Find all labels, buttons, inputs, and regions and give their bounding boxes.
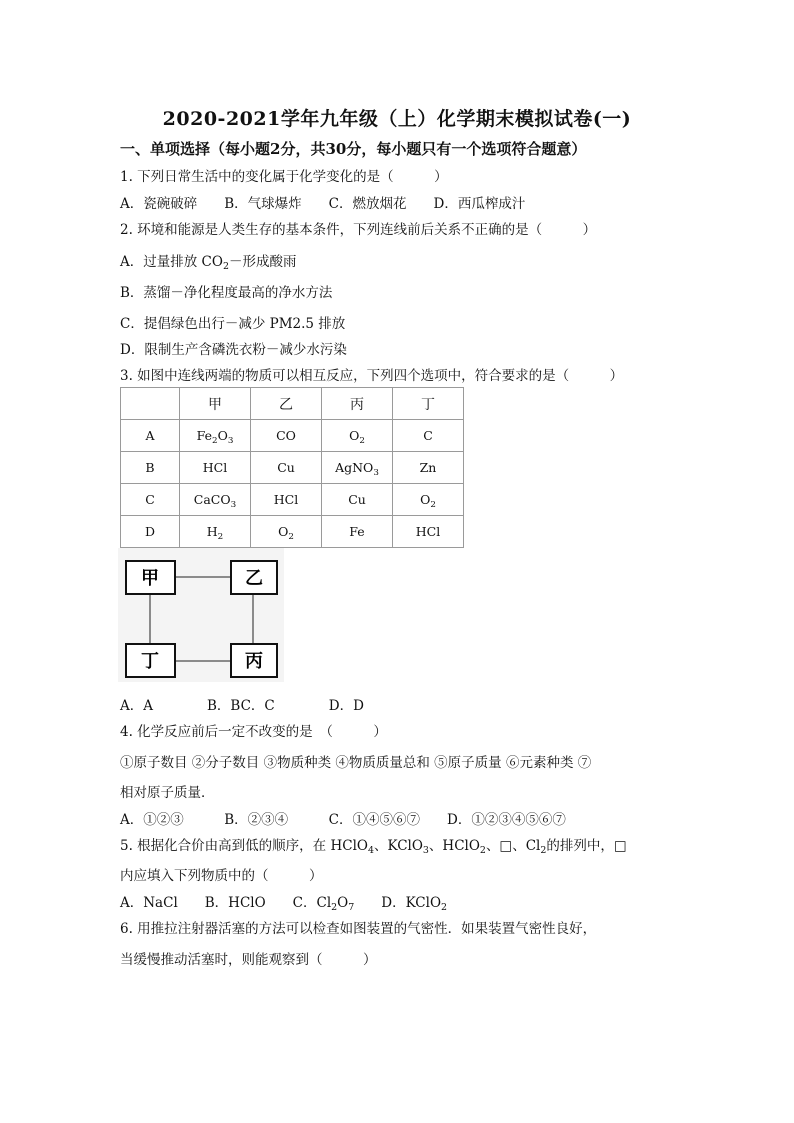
q1-options: A．瓷碗破碎 B．气球爆炸 C．燃放烟花 D．西瓜榨成汁 [120,196,526,212]
q1-stem: 1. 下列日常生活中的变化属于化学变化的是（ ） [120,169,448,185]
table-row [121,452,464,484]
q3-reaction-diagram [118,548,284,682]
q2-option-a: A．过量排放 $CO_2-$形成酸雨 [120,254,297,272]
table-cell: A [121,420,180,452]
table-cell: HCl [180,452,251,484]
table-cell: CO [251,420,322,452]
table-cell: HCl [393,516,464,548]
table-header-cell: 乙 [251,388,322,420]
table-cell: CaCO$_3$ [180,484,251,516]
table-header-cell: 丙 [322,388,393,420]
q3-table [120,387,464,548]
table-cell: Fe [322,516,393,548]
table-cell: Cu [322,484,393,516]
table-cell: $H_2$ [180,516,251,548]
q4-options: A．①②③ B．②③④ C．①④⑤⑥⑦ D．①②③④⑤⑥⑦ [120,812,566,828]
section-heading: 一、单项选择（每小题2分，共30分，每小题只有一个选项符合题意） [120,140,587,158]
q5-stem: 5. 根据化合价由高到低的顺序，在 HClO$_4$、KClO$_3$、HClO$_2$、□、$Cl_2$的排列中，□ [120,838,627,856]
q2-option-b: B．蒸馏－净化程度最高的净水方法 [120,285,333,301]
table-header-cell: 甲 [180,388,251,420]
table-cell: C [121,484,180,516]
label-jia: 甲 [141,568,159,589]
q5-stem-line2: 内应填入下列物质中的（ ） [120,868,323,884]
q6-stem-line2: 当缓慢推动活塞时，则能观察到（ ） [120,952,377,968]
table-cell: D [121,516,180,548]
label-bing: 丙 [245,651,263,672]
table-cell: Cu [251,452,322,484]
q6-stem-line1: 6. 用推拉注射器活塞的方法可以检查如图装置的气密性．如果装置气密性良好， [120,921,597,937]
table-cell: C [393,420,464,452]
table-cell: B [121,452,180,484]
q4-items-line2: 相对原子质量． [120,785,215,801]
label-ding: 丁 [141,651,159,672]
q2-option-d: D．限制生产含磷洗衣粉－减少水污染 [120,342,347,358]
table-header-row [121,388,464,420]
q3-stem: 3. 如图中连线两端的物质可以相互反应，下列四个选项中，符合要求的是（ ） [120,368,624,384]
table-row [121,484,464,516]
q5-options: A．NaCl B．HClO C．$Cl_2O_7$ D．KClO$_2$ [120,895,448,913]
q4-stem: 4. 化学反应前后一定不改变的是 （ ） [120,724,387,740]
page-title: 2020-2021学年九年级（上）化学期末模拟试卷(一) [162,108,632,130]
table-cell: $Fe_2O_3$ [180,420,251,452]
table-row [121,420,464,452]
q2-stem: 2. 环境和能源是人类生存的基本条件，下列连线前后关系不正确的是（ ） [120,222,597,238]
table-cell: $O_2$ [393,484,464,516]
table-header-cell: 丁 [393,388,464,420]
label-yi: 乙 [245,568,263,589]
table-cell: AgNO$_3$ [322,452,393,484]
table-cell: $O_2$ [322,420,393,452]
q2-option-c: C．提倡绿色出行－减少 PM2.5 排放 [120,316,346,332]
q4-items-line1: ①原子数目 ②分子数目 ③物质种类 ④物质质量总和 ⑤原子质量 ⑥元素种类 ⑦ [120,755,592,771]
table-cell: HCl [251,484,322,516]
table-row [121,516,464,548]
table-cell: $O_2$ [251,516,322,548]
q3-options: A．A B．BC．C D．D [120,698,364,714]
table-header-cell [121,388,180,420]
table-cell: Zn [393,452,464,484]
